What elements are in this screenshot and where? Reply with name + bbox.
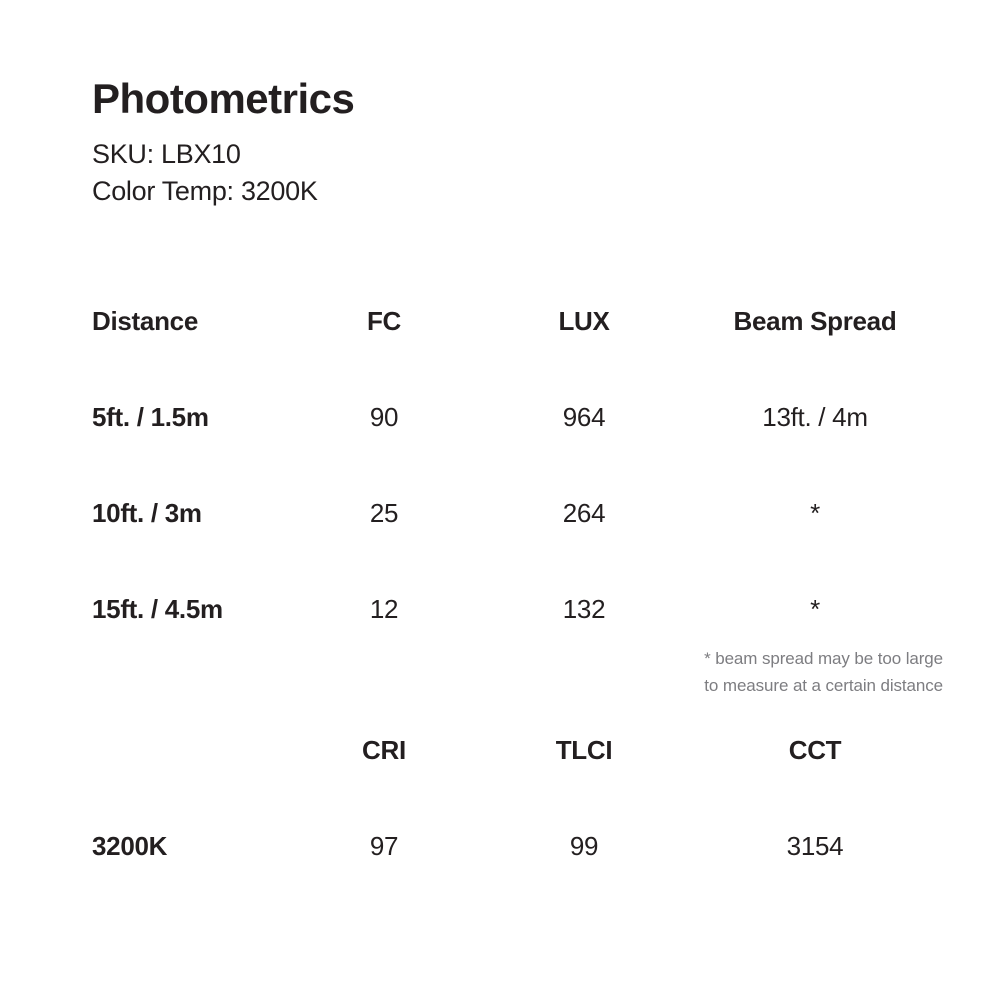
page-title: Photometrics [92, 75, 355, 122]
color-temp-label: Color Temp: 3200K [92, 176, 318, 206]
distance-label: 5ft. / 1.5m [92, 401, 209, 432]
distance-label: 15ft. / 4.5m [92, 593, 223, 624]
footnote-line-2: to measure at a certain distance [704, 676, 943, 695]
cri-value: 97 [369, 830, 399, 861]
distance-label: 10ft. / 3m [92, 497, 202, 528]
col-header-fc: FC [366, 305, 402, 336]
color-temp-row-label: 3200K [92, 830, 168, 861]
color-quality-header-row [0, 702, 970, 798]
col-header-cct: CCT [788, 734, 842, 765]
col-header-lux: LUX [558, 305, 610, 336]
fc-value: 25 [369, 497, 399, 528]
beam-spread-value: * [810, 593, 820, 624]
lux-value: 264 [562, 497, 606, 528]
table-row [0, 465, 970, 561]
cct-value: 3154 [786, 830, 844, 861]
footnote-line-1: * beam spread may be too large [704, 649, 943, 668]
table-row [0, 561, 970, 657]
col-header-cri: CRI [362, 734, 406, 765]
beam-spread-value: 13ft. / 4m [762, 401, 868, 432]
col-header-distance: Distance [92, 305, 198, 336]
table-row [0, 369, 970, 465]
beam-spread-footnote [704, 645, 943, 699]
col-header-tlci: TLCI [555, 734, 613, 765]
lux-value: 964 [562, 401, 606, 432]
table-row [0, 798, 970, 894]
beam-spread-value: * [810, 497, 820, 528]
color-quality-table [0, 702, 970, 894]
sku-label: SKU: LBX10 [92, 139, 241, 169]
photometrics-header-row [0, 273, 970, 369]
fc-value: 90 [369, 401, 399, 432]
tlci-value: 99 [569, 830, 599, 861]
header-block [92, 76, 354, 210]
col-header-beam-spread: Beam Spread [733, 305, 897, 336]
lux-value: 132 [562, 593, 606, 624]
fc-value: 12 [369, 593, 399, 624]
photometrics-table [0, 273, 970, 657]
